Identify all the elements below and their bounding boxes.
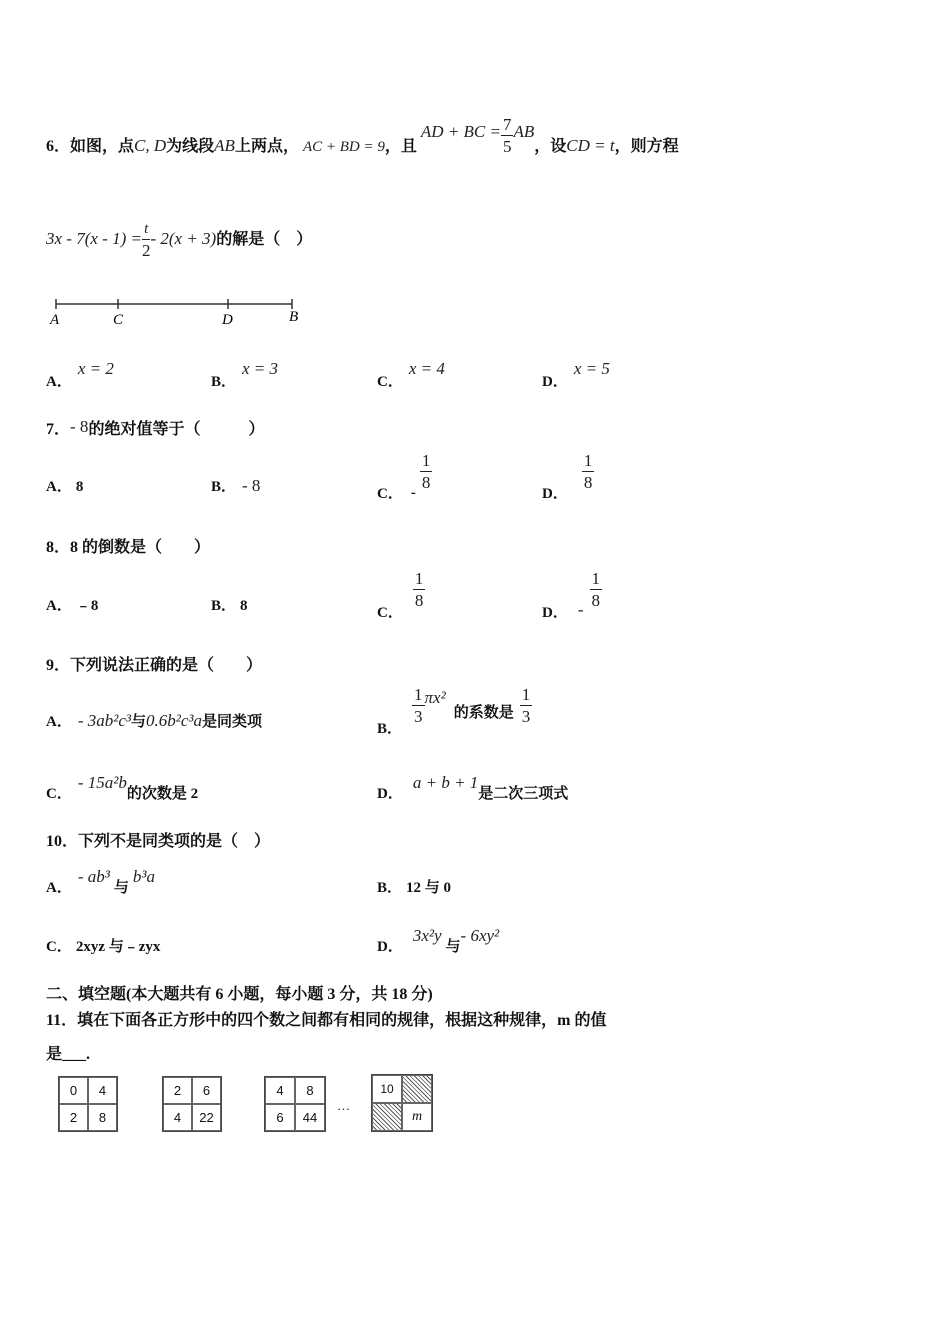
q10-option-b[interactable]	[377, 876, 451, 897]
q8-option-c-label: C．	[377, 604, 403, 621]
q9-option-b[interactable]	[377, 685, 532, 737]
q9-option-b-den2: 3	[521, 707, 531, 726]
q11-square-2	[162, 1076, 222, 1132]
q9-option-d[interactable]	[377, 773, 569, 803]
q7-text: 的绝对值等于（ ）	[88, 421, 265, 438]
q6-ab: AB	[214, 136, 235, 156]
q6-eq2-rhs: AB	[513, 122, 535, 142]
q11-square-3	[264, 1076, 326, 1132]
q7-option-b-label: B．	[211, 479, 237, 495]
q10-option-c-value: 2xyz 与﹣zyx	[75, 939, 161, 955]
q7-stem	[46, 416, 264, 439]
q8-option-b-label: B．	[211, 598, 237, 614]
q6-eq2-den: 5	[502, 137, 512, 156]
label-d: D	[222, 312, 233, 328]
q8-option-d-sign: -	[577, 599, 584, 619]
q6-equation-lhs: 3x - 7(x - 1) =	[46, 229, 142, 249]
q8-option-d-den: 8	[591, 591, 601, 610]
q6-eq3: CD = t	[566, 136, 615, 156]
q11-square-1-tl: 0	[59, 1077, 88, 1104]
q11-line1: 11．填在下面各正方形中的四个数之间都有相同的规律，根据这种规律，m 的值	[46, 1012, 607, 1029]
q11-square-4-bl-hatched	[372, 1103, 402, 1131]
section2-title: 二、填空题(本大题共有 6 小题，每小题 3 分，共 18 分)	[46, 986, 433, 1003]
q7-option-d-num: 1	[583, 451, 593, 470]
q6-option-c-label: C．	[377, 374, 403, 390]
q6-option-a[interactable]	[46, 359, 114, 391]
q6-line-diagram	[46, 294, 316, 330]
q8-option-a-value: ﹣8	[75, 598, 99, 614]
q8-option-a[interactable]	[46, 594, 98, 615]
q6-number: 6．	[46, 138, 71, 156]
q8-option-c-fraction	[413, 570, 426, 609]
q10-option-a[interactable]	[46, 867, 155, 897]
q11-square-1-br: 8	[88, 1104, 117, 1131]
q9-option-a-m2: 0.6b²c³a	[146, 711, 203, 730]
q10-option-a-m2: b³a	[132, 867, 155, 886]
q11-square-4-tr-hatched	[402, 1075, 432, 1103]
q7-option-a[interactable]	[46, 475, 83, 496]
q10-option-d-m2: - 6xy²	[460, 926, 500, 945]
q11-ellipsis: …	[337, 1098, 350, 1113]
q7-math: - 8	[70, 417, 89, 436]
q11-square-4-br: m	[402, 1103, 432, 1131]
q6-text3: 上两点，	[234, 138, 299, 156]
q11-line2: 是___.	[46, 1046, 91, 1063]
q8-option-d-num: 1	[591, 569, 601, 588]
q6-line1	[46, 115, 679, 167]
q9-option-a[interactable]	[46, 710, 262, 731]
q9-option-a-mid: 与	[131, 714, 147, 730]
q6-text1: 如图，点	[70, 138, 135, 156]
q11-square-3-br: 44	[295, 1104, 325, 1131]
q11-square-2-tr: 6	[192, 1077, 221, 1104]
q8-option-d-fraction	[590, 570, 603, 609]
q9-option-b-mid: 的系数是	[453, 704, 514, 721]
q11-square-4	[371, 1074, 433, 1132]
q8-option-c-den: 8	[414, 591, 424, 610]
q7-option-b[interactable]	[211, 475, 260, 496]
q8-option-b[interactable]	[211, 594, 248, 615]
q6-text7: 的解是（ ）	[216, 231, 313, 249]
q10-option-c[interactable]	[46, 935, 160, 956]
q7-option-c-den: 8	[421, 473, 431, 492]
q8-option-a-label: A．	[46, 598, 72, 614]
q7-option-c-label: C．	[377, 485, 403, 502]
q6-option-b-label: B．	[211, 374, 237, 390]
q6-eq1: AC + BD = 9	[302, 139, 385, 156]
q9-option-c-label: C．	[46, 786, 72, 802]
q10-option-a-m1: - ab³	[77, 867, 110, 886]
q9-option-b-num2: 1	[521, 685, 531, 704]
q9-option-d-m: a + b + 1	[412, 773, 479, 792]
q6-equation-rhs: - 2(x + 3)	[150, 229, 217, 249]
q7-option-d[interactable]	[542, 451, 594, 502]
q6-option-b-value: x = 3	[242, 359, 279, 378]
label-a: A	[50, 312, 60, 328]
q7-option-a-value: 8	[75, 479, 84, 495]
q6-option-c[interactable]	[377, 359, 445, 391]
q7-option-c-sign: -	[410, 484, 416, 501]
q6-equation-line	[46, 222, 312, 259]
q6-text4: ，且	[384, 138, 417, 156]
q11-square-1	[58, 1076, 118, 1132]
q8-stem: 8．8 的倒数是（ ）	[46, 539, 211, 556]
q7-option-d-label: D．	[542, 485, 568, 502]
q11-square-4-tl: 10	[372, 1075, 402, 1103]
q10-option-d-mid: 与	[445, 939, 461, 955]
q6-text5: ，设	[534, 138, 567, 156]
q7-option-b-value: - 8	[242, 476, 261, 495]
q10-option-b-value: 12 与 0	[406, 880, 452, 896]
q8-option-b-value: 8	[240, 598, 248, 614]
q11-square-1-tr: 4	[88, 1077, 117, 1104]
q7-option-d-den: 8	[583, 473, 593, 492]
q7-number: 7．	[46, 421, 71, 438]
q6-equation-num: t	[142, 222, 151, 240]
q6-option-d[interactable]	[542, 359, 610, 391]
q10-option-d-m1: 3x²y	[412, 926, 442, 945]
q9-stem: 9．下列说法正确的是（ ）	[46, 657, 263, 674]
q9-option-a-m1: - 3ab²c³	[77, 711, 131, 730]
q9-option-c[interactable]	[46, 773, 199, 803]
q6-option-d-label: D．	[542, 374, 568, 390]
q9-option-a-tail: 是同类项	[202, 714, 263, 730]
q6-option-c-value: x = 4	[408, 359, 445, 378]
q6-text2: 为线段	[166, 138, 215, 156]
q11-square-1-bl: 2	[59, 1104, 88, 1131]
q8-option-d[interactable]	[542, 569, 602, 621]
q9-option-d-tail: 是二次三项式	[478, 786, 569, 802]
q10-option-b-label: B．	[377, 880, 403, 896]
q10-option-a-label: A．	[46, 880, 72, 896]
q11-square-2-bl: 4	[163, 1104, 192, 1131]
q9-option-b-num: 1	[414, 685, 423, 704]
q6-option-d-value: x = 5	[573, 359, 610, 378]
label-b: B	[289, 309, 299, 325]
q6-equation-den: 2	[141, 241, 151, 260]
q9-option-b-den: 3	[414, 707, 423, 726]
q6-eq2-num: 7	[502, 115, 512, 134]
q8-option-c-num: 1	[414, 569, 424, 588]
q10-option-d[interactable]	[377, 926, 500, 956]
q8-option-d-label: D．	[542, 604, 568, 621]
q10-option-d-label: D．	[377, 939, 403, 955]
q9-option-b-fraction	[412, 686, 425, 725]
q10-stem: 10．下列不是同类项的是（ ）	[46, 833, 271, 850]
q6-option-b[interactable]	[211, 359, 279, 391]
q7-option-a-label: A．	[46, 479, 72, 495]
q11-square-2-tl: 2	[163, 1077, 192, 1104]
q9-option-c-tail: 的次数是 2	[126, 786, 199, 802]
q6-cd: C, D	[134, 136, 167, 156]
q11-square-2-br: 22	[192, 1104, 221, 1131]
q6-text6: ，则方程	[614, 138, 679, 156]
q10-option-c-label: C．	[46, 939, 72, 955]
q11-square-3-bl: 6	[265, 1104, 295, 1131]
q8-option-c[interactable]	[377, 569, 425, 621]
q9-option-a-label: A．	[46, 714, 72, 730]
label-c: C	[113, 312, 124, 328]
q11-square-3-tl: 4	[265, 1077, 295, 1104]
q10-option-a-mid: 与	[113, 880, 129, 896]
q9-option-b-label: B．	[377, 720, 403, 737]
q9-option-b-fraction2	[520, 686, 533, 725]
q7-option-c[interactable]	[377, 451, 432, 502]
q6-eq2-lhs: AD + BC =	[420, 122, 501, 142]
q7-option-c-num: 1	[421, 451, 431, 470]
q7-option-c-fraction	[420, 452, 433, 491]
q6-option-a-label: A．	[46, 374, 72, 390]
q7-option-d-fraction	[582, 452, 595, 491]
q6-option-a-value: x = 2	[77, 359, 114, 378]
q6-eq2-fraction	[501, 116, 514, 155]
q9-option-c-m: - 15a²b	[77, 773, 127, 792]
q9-option-d-label: D．	[377, 786, 403, 802]
q11-square-3-tr: 8	[295, 1077, 325, 1104]
q9-option-b-m: πx²	[424, 687, 446, 707]
